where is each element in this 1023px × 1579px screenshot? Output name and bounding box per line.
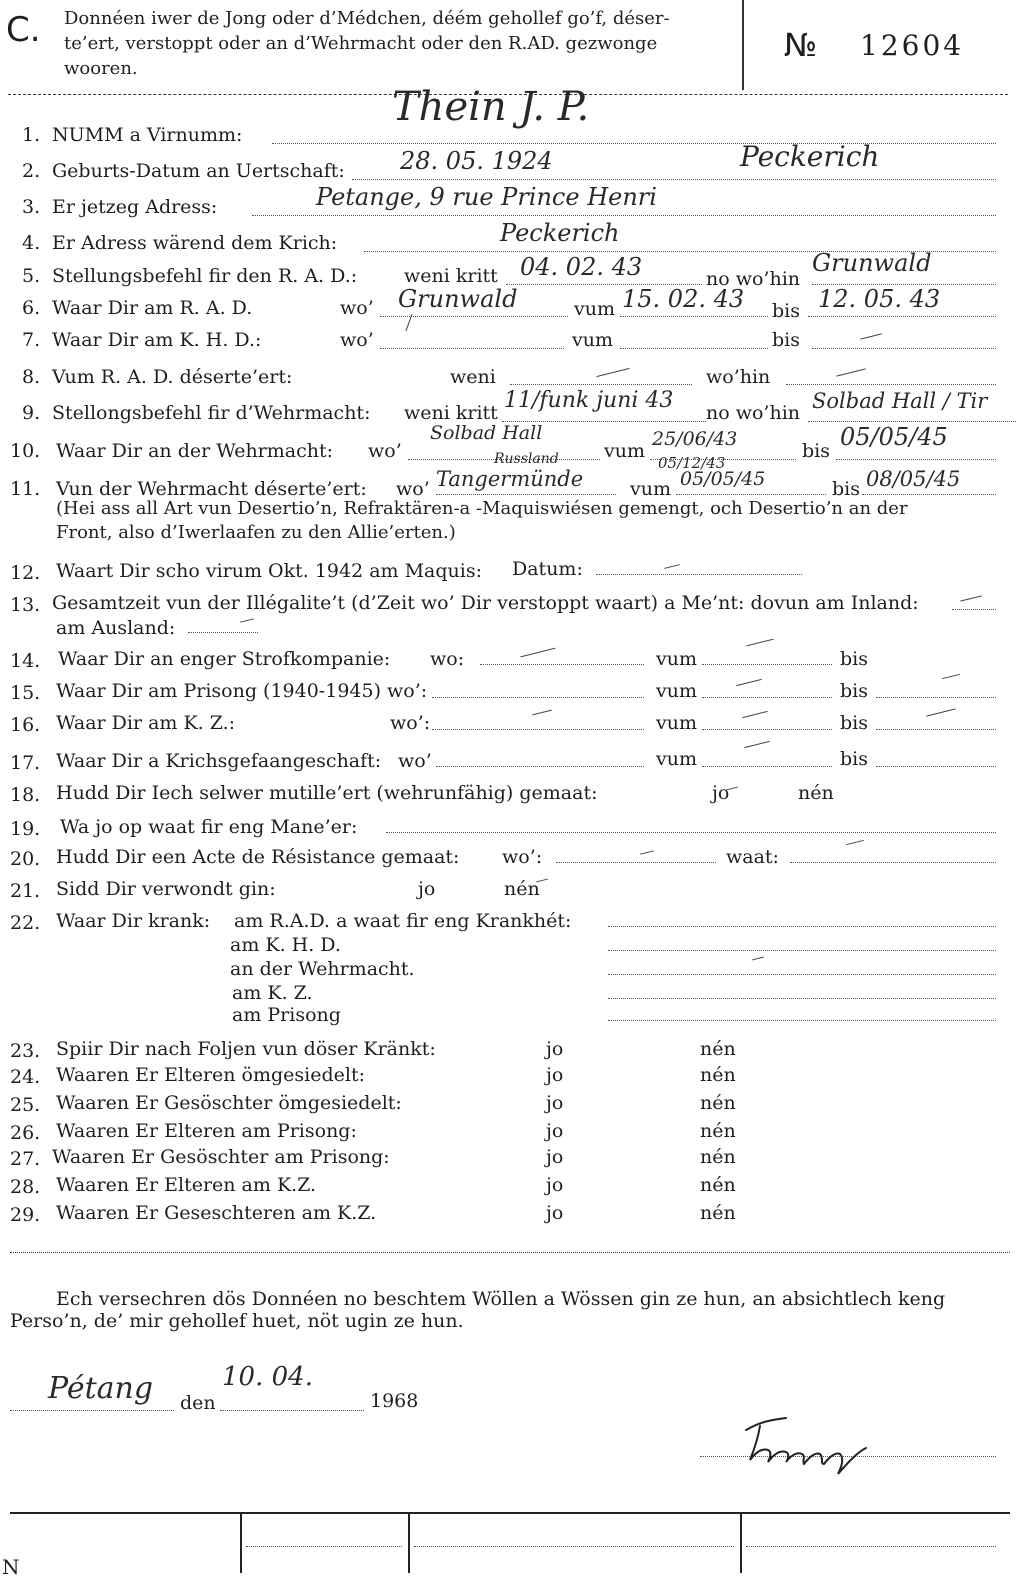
siblings-prison-nen: nén: [700, 1146, 736, 1168]
sick-rad-label: am R.A.D. a waat fir eng Krankhét:: [234, 910, 572, 932]
row-number: 11.: [10, 478, 41, 500]
prison-to-line: [876, 697, 996, 698]
row-number: 10.: [10, 440, 41, 462]
prison-from-line: [702, 697, 832, 698]
sign-place-handwritten: Pétang: [48, 1371, 154, 1406]
wehrmacht-desertion-bis-label: bis: [832, 478, 860, 500]
parents-kz-jo: jo: [546, 1174, 564, 1196]
pow-bis-label: bis: [840, 748, 868, 770]
maquis-date-line: [596, 574, 802, 575]
wounded-nen: nén: [504, 878, 540, 900]
resistance-label: Hudd Dir een Acte de Résistance gemaat:: [56, 846, 460, 868]
wehrmacht-order-date-handwritten: 11/funk juni 43: [504, 388, 674, 413]
sick-rad-line: [608, 926, 996, 927]
row-number: 28.: [10, 1176, 41, 1198]
desertion-place-line: [436, 494, 616, 495]
row-number: 14.: [10, 650, 41, 672]
row-number: 16.: [10, 714, 41, 736]
name-handwritten: Thein J. P.: [392, 84, 590, 130]
row-number: 1.: [22, 124, 41, 146]
sick-kz-label: am K. Z.: [232, 982, 313, 1004]
rad-bis-label: bis: [772, 300, 800, 322]
khd-to-line: [812, 348, 996, 349]
mutilation-method-label: Wa jo op waat fir eng Mane’er:: [60, 816, 358, 838]
kz-from-line: [702, 729, 832, 730]
rad-vum-label: vum: [574, 298, 615, 320]
siblings-kz-label: Waaren Er Geseschteren am K.Z.: [56, 1202, 377, 1224]
penal-from-line: [702, 664, 832, 665]
war-address-label: Er Adress wärend dem Krich:: [52, 232, 338, 254]
wehrmacht-service-label: Waar Dir an der Wehrmacht:: [56, 440, 334, 462]
wounded-label: Sidd Dir verwondt gin:: [56, 878, 276, 900]
wehrmacht-to-handwritten: 05/05/45: [840, 423, 948, 451]
kz-wo-label: wo’:: [390, 712, 431, 734]
parents-resettled-nen: nén: [700, 1064, 736, 1086]
birth-field-line: [352, 179, 996, 180]
resistance-wo-label: wo’:: [502, 846, 543, 868]
parents-prison-nen: nén: [700, 1120, 736, 1142]
self-mutilation-nen: nén: [798, 782, 834, 804]
prison-vum-label: vum: [656, 680, 697, 702]
row-number: 24.: [10, 1066, 41, 1088]
address-field-line: [252, 215, 996, 216]
row-number: 17.: [10, 752, 41, 774]
khd-to-dash: [860, 333, 882, 339]
wehrmacht-order-weni-label: weni kritt: [404, 402, 498, 424]
kz-to-dash: [926, 708, 955, 716]
kz-label: Waar Dir am K. Z.:: [56, 712, 236, 734]
row-number: 8.: [22, 366, 41, 388]
maquis-datum-label: Datum:: [512, 558, 583, 580]
desertion-note-line-2: Front, also d’Iwerlaafen zu den Allie’erten.): [56, 522, 456, 543]
siblings-prison-jo: jo: [546, 1146, 564, 1168]
sick-prison-line: [608, 1020, 996, 1021]
rad-from-line: [620, 316, 768, 317]
illness-consequences-nen: nén: [700, 1038, 736, 1060]
kz-place-line: [432, 729, 644, 730]
khd-place-line: [380, 348, 564, 349]
date-line: [220, 1410, 364, 1411]
pow-from-dash: [744, 741, 769, 748]
parents-kz-label: Waaren Er Elteren am K.Z.: [56, 1174, 317, 1196]
wehrmacht-place-handwritten: Solbad Hall: [430, 422, 543, 444]
desertion-from-line: [676, 494, 826, 495]
address-label: Er jetzeg Adress:: [52, 196, 218, 218]
illegality-inland-dash: [960, 595, 982, 601]
wehrmacht-order-nowohin-label: no wo’hin: [706, 402, 801, 424]
khd-wo-label: wo’: [340, 329, 374, 351]
pow-label: Waar Dir a Krichsgefaangeschaft:: [56, 750, 382, 772]
row-number: 19.: [10, 818, 41, 840]
footer-field-line: [246, 1546, 402, 1547]
parents-resettled-label: Waaren Er Elteren ömgesiedelt:: [56, 1064, 366, 1086]
birth-date-handwritten: 28. 05. 1924: [400, 147, 553, 175]
row-number: 27.: [10, 1148, 41, 1170]
wehrmacht-bis-label: bis: [802, 440, 830, 462]
wehrmacht-desertion-label: Vun der Wehrmacht déserte’ert:: [56, 478, 367, 500]
row-number: 9.: [22, 402, 41, 424]
den-label: den: [180, 1392, 216, 1414]
number-sign: №: [784, 26, 818, 64]
row-number: 15.: [10, 682, 41, 704]
rad-service-label: Waar Dir am R. A. D.: [52, 297, 253, 319]
birth-place-handwritten: Peckerich: [740, 140, 880, 173]
war-address-handwritten: Peckerich: [500, 219, 620, 247]
row-number: 20.: [10, 848, 41, 870]
desertion-to-line: [862, 494, 996, 495]
rad-desertion-date-line: [510, 384, 692, 385]
desertion-to-handwritten: 08/05/45: [866, 467, 961, 491]
kz-place-dash: [532, 710, 552, 716]
siblings-resettled-nen: nén: [700, 1092, 736, 1114]
penal-vum-label: vum: [656, 648, 697, 670]
sign-date-handwritten: 10. 04.: [222, 1362, 313, 1392]
resistance-place-dash: [640, 850, 654, 854]
khd-from-line: [620, 348, 768, 349]
name-field-line: [272, 143, 996, 144]
prison-label: Waar Dir am Prisong (1940-1945) wo’:: [56, 680, 428, 702]
rad-place-line: [380, 316, 568, 317]
sick-label: Waar Dir krank:: [56, 910, 211, 932]
parents-prison-label: Waaren Er Elteren am Prisong:: [56, 1120, 357, 1142]
parents-kz-nen: nén: [700, 1174, 736, 1196]
wehrmacht-place-2-handwritten: Russland: [494, 451, 559, 467]
rad-from-handwritten: 15. 02. 43: [622, 285, 745, 313]
address-handwritten: Petange, 9 rue Prince Henri: [316, 183, 657, 211]
row-number: 23.: [10, 1040, 41, 1062]
illegality-abroad-label: am Ausland:: [56, 617, 176, 639]
maquis-date-dash: [664, 564, 680, 569]
declaration-line-2: Perso’n, de’ mir gehollef huet, nöt ugin ze hun.: [10, 1310, 464, 1332]
header-title-line-3: wooren.: [64, 58, 138, 79]
kz-vum-label: vum: [656, 712, 697, 734]
birth-label: Geburts-Datum an Uertschaft:: [52, 160, 345, 182]
self-mutilation-label: Hudd Dir Iech selwer mutille’ert (wehrunfähig) gemaat:: [56, 782, 598, 804]
wehrmacht-desertion-wo-label: wo’: [396, 478, 430, 500]
year-label: 1968: [370, 1390, 419, 1412]
row-number: 18.: [10, 784, 41, 806]
illness-consequences-label: Spiir Dir nach Foljen vun döser Kränkt:: [56, 1038, 436, 1060]
rad-desertion-wohin-label: wo’hin: [706, 366, 771, 388]
row-number: 7.: [22, 329, 41, 351]
row-number: 26.: [10, 1122, 41, 1144]
pow-to-line: [876, 766, 996, 767]
rad-desertion-place-dash: [836, 368, 865, 376]
kz-bis-label: bis: [840, 712, 868, 734]
prison-from-dash: [736, 679, 761, 686]
rad-desertion-date-dash: [596, 368, 629, 377]
pow-from-line: [702, 766, 832, 767]
siblings-resettled-label: Waaren Er Gesöschter ömgesiedelt:: [56, 1092, 402, 1114]
wehrmacht-vum-label: vum: [604, 440, 645, 462]
wounded-jo: jo: [418, 878, 436, 900]
sick-prison-label: am Prisong: [232, 1004, 341, 1026]
pow-wo-label: wo’: [398, 750, 432, 772]
row-number: 5.: [22, 265, 41, 287]
resistance-place-line: [556, 862, 716, 863]
footer-partial-label: N: [2, 1555, 20, 1579]
parents-prison-jo: jo: [546, 1120, 564, 1142]
row-number: 4.: [22, 232, 41, 254]
siblings-kz-jo: jo: [546, 1202, 564, 1224]
sick-wehrmacht-label: an der Wehrmacht.: [230, 958, 415, 980]
row-number: 13.: [10, 594, 41, 616]
penal-place-line: [480, 664, 644, 665]
khd-bis-label: bis: [772, 329, 800, 351]
row-number: 21.: [10, 880, 41, 902]
footer-col-divider: [740, 1514, 742, 1573]
body-separator: [10, 1252, 1010, 1253]
pow-vum-label: vum: [656, 748, 697, 770]
kz-to-line: [876, 729, 996, 730]
khd-service-label: Waar Dir am K. H. D.:: [52, 329, 262, 351]
siblings-resettled-jo: jo: [546, 1092, 564, 1114]
illegality-abroad-dash: [240, 618, 254, 622]
wehrmacht-from-2-handwritten: 05/12/43: [658, 454, 726, 472]
desertion-note-line-1: (Hei ass all Art vun Desertio’n, Refraktären-a -Maquiswiésen gemengt, och Desertio’n an der: [56, 498, 908, 519]
row-number: 2.: [22, 160, 41, 182]
prison-to-dash: [942, 674, 960, 679]
rad-order-nowohin-label: no wo’hin: [706, 268, 801, 290]
place-line: [10, 1410, 174, 1411]
penal-company-label: Waar Dir an enger Strofkompanie:: [58, 648, 391, 670]
rad-order-date-handwritten: 04. 02. 43: [520, 253, 643, 281]
resistance-waat-label: waat:: [726, 846, 779, 868]
illegality-inland-line: [952, 609, 996, 610]
rad-to-handwritten: 12. 05. 43: [818, 285, 941, 313]
footer-rule: [10, 1512, 1010, 1514]
wehrmacht-from-handwritten: 25/06/43: [652, 428, 738, 450]
resistance-what-line: [790, 862, 996, 863]
penal-company-wo-label: wo:: [430, 648, 465, 670]
rad-order-weni-label: weni kritt: [404, 265, 498, 287]
declaration-line-1: Ech versechren dös Donnéen no beschtem Wöllen a Wössen gin ze hun, an absichtlech keng: [56, 1288, 946, 1310]
footer-field-line: [746, 1546, 996, 1547]
rad-order-label: Stellungsbefehl fir den R. A. D.:: [52, 265, 358, 287]
penal-from-dash: [746, 639, 773, 647]
self-mutilation-jo: jo: [712, 782, 730, 804]
sick-khd-label: am K. H. D.: [230, 934, 341, 956]
row-number: 12.: [10, 562, 41, 584]
illegality-abroad-line: [188, 632, 258, 633]
row-number: 6.: [22, 297, 41, 319]
khd-vum-label: vum: [572, 329, 613, 351]
rad-order-place-handwritten: Grunwald: [812, 249, 932, 277]
wehrmacht-wo-label: wo’: [368, 440, 402, 462]
wehrmacht-order-label: Stellongsbefehl fir d’Wehrmacht:: [52, 402, 371, 424]
rad-desertion-weni-label: weni: [450, 366, 496, 388]
pow-place-line: [436, 766, 644, 767]
footer-col-divider: [408, 1514, 410, 1573]
desertion-from-handwritten: 05/05/45: [680, 468, 766, 490]
row-number: 25.: [10, 1094, 41, 1116]
sick-wehrmacht-dash: [752, 957, 764, 961]
sick-khd-line: [608, 950, 996, 951]
wehrmacht-desertion-vum-label: vum: [630, 478, 671, 500]
rad-place-handwritten: Grunwald: [398, 285, 518, 313]
mutilation-method-line: [386, 832, 996, 833]
rad-wo-label: wo’: [340, 297, 374, 319]
row-number: 3.: [22, 196, 41, 218]
wehrmacht-order-place-line: [808, 421, 1016, 422]
penal-place-dash: [520, 648, 555, 658]
kz-from-dash: [742, 711, 767, 718]
wehrmacht-order-place-handwritten: Solbad Hall / Tir: [812, 389, 988, 413]
wehrmacht-to-line: [836, 459, 996, 460]
resistance-what-dash: [846, 840, 864, 845]
prison-bis-label: bis: [840, 680, 868, 702]
parents-resettled-jo: jo: [546, 1064, 564, 1086]
signature: [740, 1408, 880, 1480]
footer-field-line: [414, 1546, 734, 1547]
form-number: 12604: [860, 29, 965, 62]
header-divider-vertical: [742, 0, 744, 90]
siblings-prison-label: Waaren Er Gesöschter am Prisong:: [52, 1146, 390, 1168]
illegality-label: Gesamtzeit vun der Illégalite’t (d’Zeit wo’ Dir verstoppt waart) a Me’nt: dovun am Inland:: [52, 592, 919, 614]
penal-bis-label: bis: [840, 648, 868, 670]
header-title-line-1: Donnéen iwer de Jong oder d’Médchen, déém gehollef go’f, déser-: [64, 8, 670, 29]
section-letter: C.: [6, 10, 41, 50]
desertion-place-handwritten: Tangermünde: [436, 467, 584, 491]
rad-desertion-label: Vum R. A. D. déserte’ert:: [52, 366, 293, 388]
row-number: 22.: [10, 912, 41, 934]
rad-desertion-place-line: [786, 384, 996, 385]
sick-kz-line: [608, 998, 996, 999]
rad-to-line: [808, 316, 996, 317]
prison-place-line: [432, 697, 644, 698]
sick-wehrmacht-line: [608, 974, 996, 975]
illness-consequences-jo: jo: [546, 1038, 564, 1060]
name-label: NUMM a Virnumm:: [52, 124, 243, 146]
siblings-kz-nen: nén: [700, 1202, 736, 1224]
header-title-line-2: te’ert, verstoppt oder an d’Wehrmacht oder den R.AD. gezwonge: [64, 33, 658, 54]
footer-col-divider: [240, 1514, 242, 1573]
row-number: 29.: [10, 1204, 41, 1226]
maquis-label: Waart Dir scho virum Okt. 1942 am Maquis:: [56, 560, 483, 582]
